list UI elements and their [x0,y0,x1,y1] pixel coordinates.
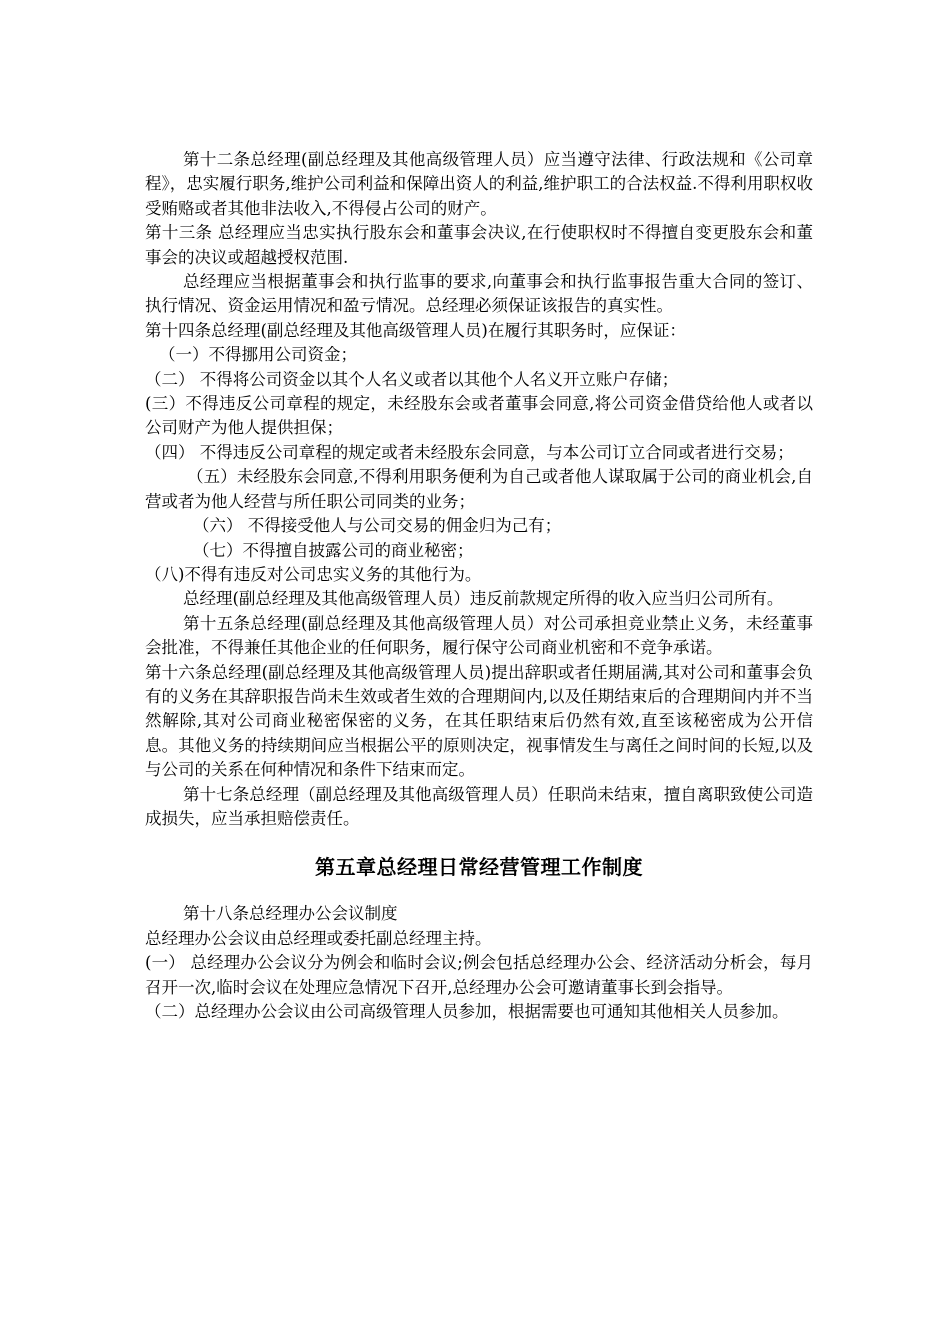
article-13: 第十三条 总经理应当忠实执行股东会和董事会决议,在行使职权时不得擅自变更股东会和董事会的决议或超越授权范围. [145,223,813,267]
article-14-item-7: （七）不得擅自披露公司的商业秘密； [193,540,474,560]
article-18-item-2: （二）总经理办公会议由公司高级管理人员参加，根据需要也可通知其他相关人员参加。 [145,1002,789,1021]
article-14-item-8: （八)不得有违反对公司忠实义务的其他行为。 [145,564,482,584]
article-18: 第十八条总经理办公会议制度 [183,904,398,924]
chapter-title: 第五章总经理日常经营管理工作制度 [315,855,643,880]
article-14-income-paragraph: 总经理(副总经理及其他高级管理人员）违反前款规定所得的收入应当归公司所有。 [183,589,784,609]
article-14: 第十四条总经理(副总经理及其他高级管理人员)在履行其职务时，应保证： [145,320,686,340]
article-14-item-4: （四） 不得违反公司章程的规定或者未经股东会同意，与本公司订立合同或者进行交易； [145,442,794,462]
article-17: 第十七条总经理（副总经理及其他高级管理人员）任职尚未结束，擅自离职致使公司造成损失，应当承担赔偿责任。 [145,784,813,828]
article-16: 第十六条总经理(副总经理及其他高级管理人员)提出辞职或者任期届满,其对公司和董事会负有的义务在其辞职报告尚未生效或者生效的合理期间内,以及任期结束后的合理期间内并不当然解除,其对公司商业秘密保密的义务，在其任职结束后仍然有效,直至该秘密成为公开信息。其他义务的持续期间应当根据公平的原则决定，视事情发生与离任之间时间的长短,以及与公司的关系在何种情况和条件下结束而定。 [145,662,813,780]
article-14-item-3: (三）不得违反公司章程的规定，未经股东会或者董事会同意,将公司资金借贷给他人或者以公司财产为他人提供担保； [145,394,813,438]
article-14-item-6: （六） 不得接受他人与公司交易的佣金归为己有； [193,516,562,536]
article-14-item-5: （五）未经股东会同意,不得利用职务便利为自己或者他人谋取属于公司的商业机会,自营或者为他人经营与所任职公司同类的业务； [145,467,813,511]
article-18-chair-paragraph: 总经理办公会议由总经理或委托副总经理主持。 [145,928,492,948]
article-14-item-2: （二） 不得将公司资金以其个人名义或者以其他个人名义开立账户存储； [145,369,679,389]
article-15: 第十五条总经理(副总经理及其他高级管理人员）对公司承担竞业禁止义务，未经董事会批准，不得兼任其他企业的任何职务，履行保守公司商业机密和不竞争承诺。 [145,613,813,658]
article-14-item-1: （一）不得挪用公司资金； [159,345,357,365]
document-page [145,148,813,1024]
article-18-item-1: (一） 总经理办公会议分为例会和临时会议;例会包括总经理办公会、经济活动分析会，每月召开一次,临时会议在处理应急情况下召开,总经理办公会可邀请董事长到会指导。 [145,953,813,997]
article-13-report-paragraph: 总经理应当根据董事会和执行监事的要求,向董事会和执行监事报告重大合同的签订、执行情况、资金运用情况和盈亏情况。总经理必须保证该报告的真实性。 [145,272,813,316]
article-12: 第十二条总经理(副总经理及其他高级管理人员）应当遵守法律、行政法规和《公司章程》，忠实履行职务,维护公司利益和保障出资人的利益,维护职工的合法权益.不得利用职权收受贿赂或者其他非法收入,不得侵占公司的财产。 [145,150,813,218]
